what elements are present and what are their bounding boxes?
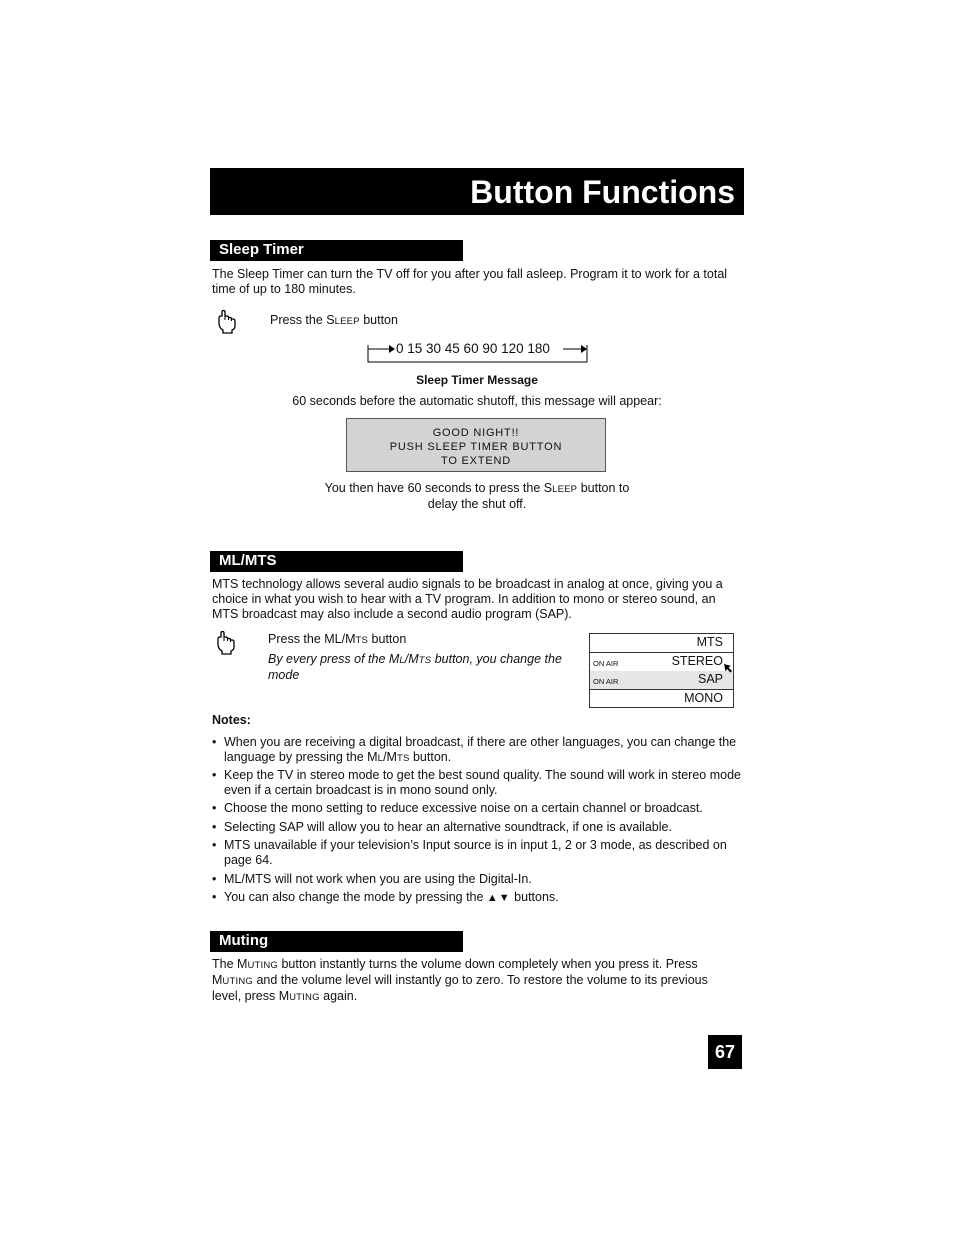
- section-heading-sleep-timer: [210, 240, 463, 261]
- note-item: • Selecting SAP will allow you to hear an alternative soundtrack, if one is available.: [212, 820, 672, 834]
- osd-line: TO EXTEND: [441, 455, 511, 467]
- cursor-arrow-icon: [722, 662, 734, 674]
- section-heading-label: Muting: [219, 932, 269, 949]
- mts-row-sap: ON AIR SAP: [590, 671, 733, 689]
- mlmts-italic-note: By every press of the ML/MTS button, you change the mode: [268, 652, 562, 682]
- sleep-after-text: You then have 60 seconds to press the SLEEP button to delay the shut off.: [324, 481, 630, 511]
- muting-description: The MUTING button instantly turns the volume down completely when you press it. Press MUTING and the volume level will instantly go to zero. To restore the volume to its previous level, press MUTING again.: [212, 957, 708, 1003]
- sleep-message-title: Sleep Timer Message: [416, 373, 538, 387]
- mts-row-stereo: ON AIR STEREO: [590, 652, 733, 671]
- notes-heading: Notes:: [212, 713, 251, 727]
- note-item: • You can also change the mode by pressing the ▲▼ buttons.: [212, 890, 559, 904]
- osd-line: PUSH SLEEP TIMER BUTTON: [389, 441, 563, 453]
- hand-press-icon: [213, 630, 239, 656]
- mts-mode-panel: [589, 633, 734, 708]
- note-item: • Keep the TV in stereo mode to get the best sound quality. The sound will work in stereo mode even if a certain broadcast is in mono sound only.: [212, 768, 741, 797]
- note-item: • ML/MTS will not work when you are using the Digital-In.: [212, 872, 532, 886]
- page-title-bar: [210, 168, 744, 215]
- sleep-message-intro: 60 seconds before the automatic shutoff, this message will appear:: [292, 394, 662, 408]
- mlmts-intro: MTS technology allows several audio signals to be broadcast in analog at once, giving you a choice in what you wish to hear with a TV program. In addition to mono or stereo sound, an MTS broadcast may also include a second audio program (SAP).: [212, 577, 723, 621]
- note-item: • MTS unavailable if your television’s Input source is in input 1, 2 or 3 mode, as described on page 64.: [212, 838, 727, 867]
- section-heading-muting: [210, 931, 463, 952]
- arrow-right-icon: [581, 345, 587, 353]
- sleep-timer-intro: The Sleep Timer can turn the TV off for you after you fall asleep. Program it to work for a total time of up to 180 minutes.: [212, 267, 728, 296]
- note-item: • When you are receiving a digital broadcast, if there are other languages, you can change the language by pressing the ML/MTS button.: [212, 735, 737, 764]
- page-title: Button Functions: [470, 174, 735, 210]
- mlmts-press-instruction: Press the ML/MTS button: [268, 632, 407, 646]
- hand-press-icon: [214, 309, 240, 335]
- note-item: • Choose the mono setting to reduce excessive noise on a certain channel or broadcast.: [212, 801, 703, 815]
- section-heading-mlmts: [210, 551, 463, 572]
- sleep-sequence-values: 0 15 30 45 60 90 120 180: [396, 341, 550, 356]
- mts-row-mono: MONO: [590, 689, 733, 708]
- up-down-arrows-icon: ▲▼: [486, 892, 511, 904]
- section-heading-label: ML/MTS: [219, 552, 277, 569]
- page-number: 67: [708, 1035, 742, 1069]
- sleep-osd-message-box: [346, 418, 606, 472]
- mts-row-header: MTS: [696, 635, 723, 649]
- sleep-press-instruction: Press the SLEEP button: [270, 313, 398, 327]
- section-heading-label: Sleep Timer: [219, 241, 304, 258]
- arrow-right-icon: [389, 345, 395, 353]
- osd-line: GOOD NIGHT!!: [432, 427, 520, 439]
